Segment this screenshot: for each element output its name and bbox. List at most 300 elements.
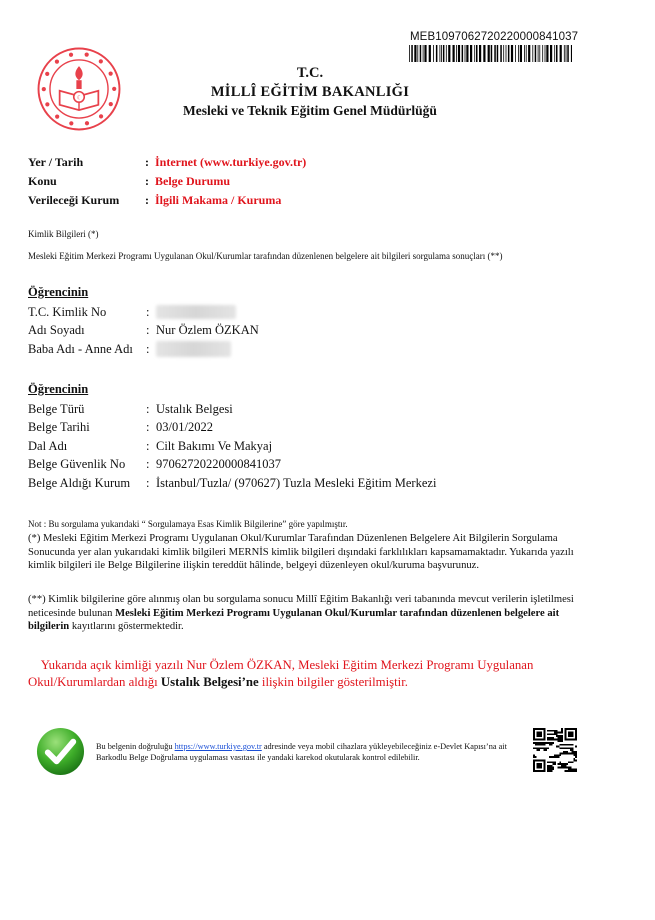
qr-module (552, 767, 554, 769)
barcode-bar (440, 45, 441, 62)
qr-module (558, 735, 560, 737)
qr-module (568, 761, 570, 763)
seal-star (42, 87, 46, 91)
qr-module (554, 732, 556, 734)
qr-module (540, 747, 542, 749)
qr-module (573, 770, 575, 772)
field-row-tc-no (28, 303, 259, 322)
qr-module (566, 753, 568, 755)
barcode-bar (518, 45, 519, 62)
seal-star (55, 115, 59, 119)
meta-colon: : (145, 193, 149, 207)
meta-key: Verileceği Kurum (28, 193, 120, 207)
qr-module (559, 747, 561, 749)
qr-module (547, 767, 549, 769)
seal-star (69, 121, 73, 125)
qr-module (556, 756, 558, 758)
qr-module (552, 730, 554, 732)
qr-module (575, 756, 577, 758)
qr-module (570, 753, 572, 755)
header-tc: T.C. (296, 65, 324, 81)
field-label: Belge Aldığı Kurum (28, 475, 131, 490)
meta-key: Yer / Tarih (28, 155, 84, 169)
qr-module (554, 754, 556, 756)
meta-value: Belge Durumu (155, 174, 230, 188)
field-colon: : (146, 475, 150, 490)
field-label: Belge Güvenlik No (28, 457, 126, 472)
qr-module (575, 746, 577, 748)
seal-star (85, 53, 89, 57)
barcode-bar (433, 45, 434, 62)
barcode-bar (560, 45, 562, 62)
qr-module (537, 744, 539, 746)
qr-module (540, 744, 542, 746)
qr-module (558, 767, 560, 769)
qr-module (568, 770, 570, 772)
qr-module (535, 742, 537, 744)
qr-module (568, 767, 570, 769)
qr-module (568, 744, 570, 746)
qr-module (563, 753, 565, 755)
barcode-bar (417, 45, 418, 62)
meta-block (28, 153, 306, 210)
qr-module (551, 761, 553, 763)
qr-module (573, 754, 575, 756)
qr-module (559, 737, 561, 739)
certificate-section (28, 382, 436, 493)
seal-star (45, 72, 49, 76)
qr-module (573, 758, 575, 760)
qr-module (556, 732, 558, 734)
qr-module (551, 765, 553, 767)
footnote-2 (28, 593, 588, 634)
qr-module (537, 747, 539, 749)
barcode-bar (526, 45, 527, 62)
footnote-2-text: (**) Kimlik bilgilerine göre alınmış olan bu sorgulama sonucu Millî Eğitim Bakanlığı veri tabanında mevcut verilerin işletilmesi neticesinde bulunan (28, 594, 574, 619)
qr-module (542, 744, 544, 746)
field-label: Dal Adı (28, 438, 68, 453)
qr-module (544, 742, 546, 744)
qr-module (558, 756, 560, 758)
qr-module (559, 740, 561, 742)
qr-module (547, 770, 549, 772)
qr-module (552, 733, 554, 735)
qr-module (538, 749, 540, 751)
barcode-bar (554, 45, 555, 62)
qr-module (566, 751, 568, 753)
qr-module (573, 753, 575, 755)
qr-module (533, 754, 535, 756)
seal-star (85, 121, 89, 125)
qr-module (572, 761, 574, 763)
qr-module (570, 744, 572, 746)
qr-module (554, 733, 556, 735)
field-colon: : (146, 420, 150, 435)
qr-module (542, 747, 544, 749)
qr-module (544, 744, 546, 746)
qr-module (559, 753, 561, 755)
seal-star (99, 114, 103, 118)
qr-module (561, 735, 563, 737)
qr-module (559, 767, 561, 769)
qr-module (565, 747, 567, 749)
barcode-bar (423, 45, 424, 62)
qr-module (570, 749, 572, 751)
qr-module (551, 767, 553, 769)
qr-module (561, 730, 563, 732)
qr-module (561, 765, 563, 767)
field-value: Cilt Bakımı Ve Makyaj (156, 438, 273, 453)
qr-module (558, 740, 560, 742)
barcode-bar (436, 45, 438, 62)
qr-module (547, 768, 549, 770)
qr-module (547, 730, 549, 732)
qr-module (572, 747, 574, 749)
qr-module (575, 770, 577, 772)
qr-module (561, 737, 563, 739)
seal-star (112, 87, 116, 91)
qr-module (533, 742, 535, 744)
barcode-bar (441, 45, 442, 62)
qr-module (554, 756, 556, 758)
barcode-bar (539, 45, 540, 62)
header-ministry: MİLLÎ EĞİTİM BAKANLIĞI (210, 84, 410, 100)
qr-module (575, 768, 577, 770)
qr-module (563, 765, 565, 767)
qr-module (561, 767, 563, 769)
qr-module (551, 733, 553, 735)
barcode-bar (483, 45, 485, 62)
qr-module (554, 730, 556, 732)
qr-module (559, 732, 561, 734)
document-code: MEB1097062720220000841037 (410, 31, 579, 43)
meta-row-recipient (28, 191, 306, 210)
qr-module (566, 770, 568, 772)
field-row-parents (28, 340, 259, 359)
field-value: 97062720220000841037 (156, 457, 281, 472)
meta-row-subject (28, 172, 306, 191)
qr-module (556, 733, 558, 735)
qr-module (551, 739, 553, 741)
field-row-branch (28, 437, 436, 456)
qr-module (556, 746, 558, 748)
qr-module (533, 747, 535, 749)
barcode-bar (411, 45, 413, 62)
qr-module (547, 739, 549, 741)
qr-module (572, 751, 574, 753)
barcode-bar (564, 45, 565, 62)
barcode-bar (520, 45, 522, 62)
barcode-bar (446, 45, 447, 62)
field-row-type (28, 400, 436, 419)
barcode-bar (474, 45, 475, 62)
qr-module (572, 753, 574, 755)
qr-module (558, 763, 560, 765)
verification-lead: Bu belgenin doğruluğu (96, 742, 175, 751)
qr-module (551, 768, 553, 770)
field-value: Nur Özlem ÖZKAN (156, 323, 259, 338)
qr-module (554, 761, 556, 763)
barcode-bar (414, 45, 416, 62)
field-colon: : (146, 401, 150, 416)
meta-value: İnternet (www.turkiye.gov.tr) (155, 155, 307, 169)
qr-module (549, 767, 551, 769)
qr-module (559, 735, 561, 737)
qr-module (538, 742, 540, 744)
qr-module (549, 768, 551, 770)
qr-module (556, 754, 558, 756)
qr-module (533, 756, 535, 758)
qr-module (551, 742, 553, 744)
qr-module (575, 751, 577, 753)
seal-star (109, 102, 113, 106)
qr-module (537, 732, 542, 737)
barcode-bar (479, 45, 481, 62)
qr-module (547, 737, 549, 739)
student-section (28, 285, 259, 359)
qr-module (563, 747, 565, 749)
qr-module (544, 749, 546, 751)
barcode-bar (429, 45, 431, 62)
qr-module (558, 737, 560, 739)
qr-module (545, 747, 547, 749)
qr-module (558, 746, 560, 748)
qr-module (537, 742, 539, 744)
qr-module (558, 739, 560, 741)
qr-module (561, 740, 563, 742)
barcode-bar (443, 45, 445, 62)
qr-module (549, 742, 551, 744)
barcode-bar (550, 45, 552, 62)
qr-module (545, 742, 547, 744)
field-colon: : (146, 341, 150, 356)
barcode-bar (453, 45, 455, 62)
qr-module (563, 767, 565, 769)
field-label: T.C. Kimlik No (28, 304, 107, 319)
qr-module (566, 747, 568, 749)
qr-module (535, 747, 537, 749)
field-row-date (28, 419, 436, 438)
qr-module (572, 768, 574, 770)
qr-module (537, 763, 542, 768)
qr-module (575, 753, 577, 755)
qr-module (551, 730, 553, 732)
qr-module (552, 768, 554, 770)
barcode-bar (466, 45, 468, 62)
barcode-bar (528, 45, 530, 62)
meb-seal-logo (34, 45, 124, 133)
barcode-bar (494, 45, 496, 62)
qr-module (549, 765, 551, 767)
barcode-bar (462, 45, 464, 62)
field-row-institution (28, 474, 436, 493)
qr-module (568, 747, 570, 749)
field-colon: : (146, 304, 150, 319)
barcode-bar (545, 45, 546, 62)
barcode-bar (420, 45, 422, 62)
qr-module (570, 768, 572, 770)
qr-module (565, 763, 567, 765)
qr-module (535, 744, 537, 746)
footnote-1: (*) Mesleki Eğitim Merkezi Programı Uygulanan Okul/Kurumlar Tarafından Düzenlenen Belgelere Ait Bilgilerin Sorgulama Sonucunda yer alan yukarıdaki kimlik bilgileri MERNİS kimlik bilgileri dışındaki farklılıkları kapsamamaktadır. Yukarıda yazılı kimlik bilgileri ile Belge Bilgilerine ilişkin tereddüt hâlinde, belgeyi düzenleyen okul/kuruma başvurunuz. (28, 533, 574, 572)
qr-module (556, 735, 558, 737)
qr-module (549, 761, 551, 763)
qr-code (533, 728, 577, 772)
qr-module (575, 760, 577, 762)
identity-info-label: Kimlik Bilgileri (*) (28, 229, 99, 239)
qr-module (566, 767, 568, 769)
qr-module (538, 744, 540, 746)
qr-module (565, 744, 567, 746)
barcode-bar (524, 45, 525, 62)
barcode-bar (491, 45, 493, 62)
qr-module (552, 763, 554, 765)
qr-module (551, 756, 553, 758)
qr-module (559, 744, 561, 746)
qr-module (561, 728, 563, 730)
field-value: İstanbul/Tuzla/ (970627) Tuzla Mesleki Eğitim Merkezi (156, 475, 437, 490)
qr-module (554, 739, 556, 741)
qr-module (565, 770, 567, 772)
qr-module (559, 761, 561, 763)
qr-module (542, 742, 544, 744)
qr-module (547, 742, 549, 744)
qr-module (563, 751, 565, 753)
qr-module (572, 770, 574, 772)
summary-text: Yukarıda açık kimliği yazılı Nur Özlem ÖZKAN, Mesleki Eğitim Merkezi Programı Uygulanan Okul/Kurumlardan aldığı (28, 658, 534, 689)
redacted-value (156, 341, 231, 357)
qr-module (559, 754, 561, 756)
qr-module (545, 749, 547, 751)
field-row-name (28, 322, 259, 341)
field-colon: : (146, 438, 150, 453)
verified-check-icon (36, 727, 85, 776)
qr-module (535, 756, 537, 758)
barcode-bar (542, 45, 543, 62)
qr-module (563, 744, 565, 746)
query-description: Mesleki Eğitim Merkezi Programı Uygulanan Okul/Kurumlar tarafından düzenlenen belgelere ait bilgileri sorgulama sonuçları (**) (28, 251, 503, 261)
qr-module (575, 754, 577, 756)
query-note: Not : Bu sorgulama yukarıdaki “ Sorgulamaya Esas Kimlik Bilgilerine” göre yapılmıştır. (28, 519, 348, 529)
barcode-bar (535, 45, 537, 62)
qr-module (566, 763, 568, 765)
barcode-bar (571, 45, 572, 62)
seal-star (109, 71, 113, 75)
barcode-bar (424, 45, 426, 62)
qr-module (549, 770, 551, 772)
qr-module (561, 739, 563, 741)
qr-module (565, 753, 567, 755)
barcode-bar (515, 45, 516, 62)
qr-module (552, 737, 554, 739)
qr-module (549, 733, 551, 735)
header-directorate: Mesleki ve Teknik Eğitim Genel Müdürlüğü (183, 103, 437, 118)
field-row-security-no (28, 456, 436, 475)
footnote-2-bold: Mesleki Eğitim Merkezi Programı Uygulanan Okul/Kurumlar tarafından düzenlenen belgelere ait bilgilerin (28, 607, 560, 633)
barcode-bar (409, 45, 410, 62)
qr-module (559, 763, 561, 765)
barcode-bar (456, 45, 457, 62)
field-label: Adı Soyadı (28, 323, 85, 338)
qr-module (565, 765, 567, 767)
qr-module (573, 760, 575, 762)
barcode-bar (488, 45, 490, 62)
summary-end: ilişkin bilgiler gösterilmiştir. (258, 674, 408, 689)
barcode-bar (506, 45, 507, 62)
qr-module (568, 753, 570, 755)
barcode-bar (567, 45, 569, 62)
qr-module (572, 749, 574, 751)
section-title: Öğrencinin (28, 285, 89, 299)
qr-module (547, 733, 549, 735)
qr-module (547, 747, 549, 749)
barcode-bar (546, 45, 548, 62)
qr-module (556, 730, 558, 732)
field-label: Belge Tarihi (28, 420, 90, 435)
barcode-bar (470, 45, 472, 62)
barcode-bar (500, 45, 502, 62)
qr-module (558, 732, 560, 734)
qr-module (549, 756, 551, 758)
barcode-bar (556, 45, 558, 62)
qr-module (561, 744, 563, 746)
footnote-2-end: kayıtlarını göstermektedir. (69, 621, 184, 633)
barcode-bar (566, 45, 567, 62)
field-label: Baba Adı - Anne Adı (28, 341, 133, 356)
qr-module (561, 753, 563, 755)
qr-module (540, 742, 542, 744)
qr-module (568, 768, 570, 770)
qr-module (561, 763, 563, 765)
meta-colon: : (145, 155, 149, 169)
barcode-bar (448, 45, 450, 62)
field-colon: : (146, 323, 150, 338)
qr-module (556, 739, 558, 741)
qr-module (566, 744, 568, 746)
qr-module (552, 756, 554, 758)
svg-text:☾: ☾ (76, 94, 83, 102)
barcode-bar (508, 45, 510, 62)
barcode-bar (497, 45, 499, 62)
section-title: Öğrencinin (28, 382, 89, 396)
qr-module (558, 754, 560, 756)
qr-module (563, 763, 565, 765)
qr-module (537, 749, 539, 751)
barcode-bar (503, 45, 504, 62)
barcode-bar (476, 45, 478, 62)
qr-module (549, 737, 551, 739)
summary-certificate-type: Ustalık Belgesi’ne (160, 674, 259, 689)
field-colon: : (146, 457, 150, 472)
barcode-bar (538, 45, 539, 62)
field-label: Belge Türü (28, 401, 85, 416)
barcode (409, 45, 572, 62)
qr-module (573, 768, 575, 770)
summary-statement (28, 657, 608, 690)
barcode-bar (511, 45, 513, 62)
qr-module (552, 761, 554, 763)
qr-module (572, 744, 574, 746)
verification-rest: adresinde veya mobil cihazlara yükleyebileceğiniz e-Devlet Kapısı’na ait Barkodlu Belge Doğrulama uygulaması vasıtası ile yandaki karekod okutularak kontrol edilebilir. (96, 742, 507, 762)
qr-module (561, 732, 563, 734)
seal-star (99, 59, 103, 63)
field-value: 03/01/2022 (156, 420, 213, 435)
qr-module (559, 739, 561, 741)
turkiye-gov-link[interactable]: https://www.turkiye.gov.tr (174, 742, 262, 751)
meta-row-location-date (28, 153, 306, 172)
verification-text (96, 741, 516, 763)
barcode-bar (458, 45, 460, 62)
